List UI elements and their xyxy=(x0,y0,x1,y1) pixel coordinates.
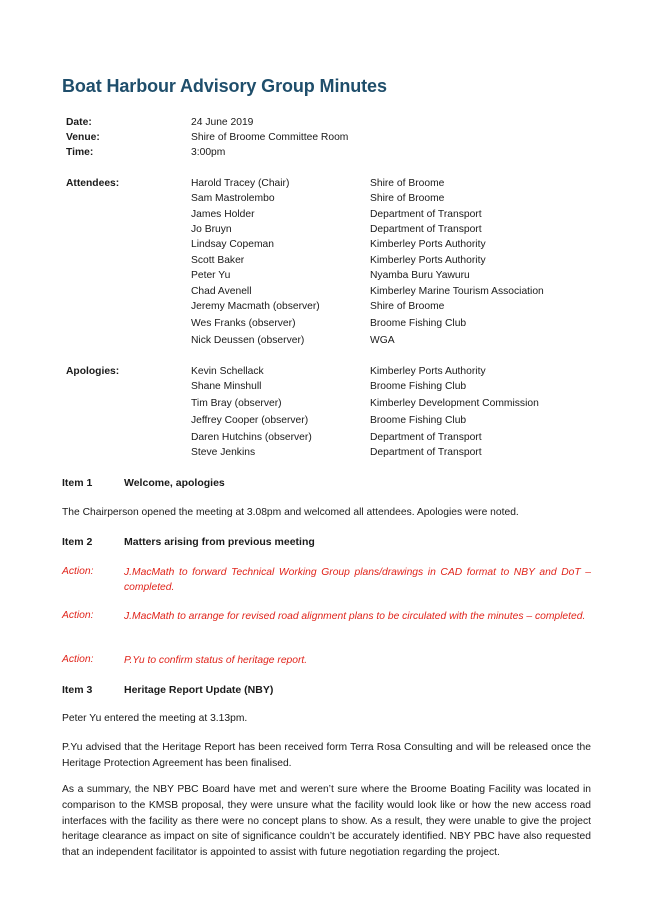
attendee-org: Department of Transport xyxy=(370,224,482,235)
date-label: Date: xyxy=(66,117,92,128)
item-2-number: Item 2 xyxy=(62,536,93,548)
action-text: J.MacMath to forward Technical Working Group plans/drawings in CAD format to NBY and DoT – completed. xyxy=(124,567,591,593)
attendee-org: Kimberley Ports Authority xyxy=(370,239,486,250)
item-1-text: The Chairperson opened the meeting at 3.08pm and welcomed all attendees. Apologies were noted. xyxy=(62,507,519,518)
attendee-org: Kimberley Ports Authority xyxy=(370,255,486,266)
apology-name: Shane Minshull xyxy=(191,381,262,392)
action-text: J.MacMath to arrange for revised road alignment plans to be circulated with the minutes – completed. xyxy=(124,611,586,622)
attendee-name: Sam Mastrolembo xyxy=(191,193,275,204)
venue-label: Venue: xyxy=(66,132,100,143)
item-3-paragraph: P.Yu advised that the Heritage Report has been received form Terra Rosa Consulting and will be released once the Heritage Protection Agreement has been finalised. xyxy=(62,742,591,769)
attendee-org: Broome Fishing Club xyxy=(370,318,467,329)
attendee-name: Scott Baker xyxy=(191,255,245,266)
apologies-label: Apologies: xyxy=(66,366,120,377)
attendee-name: Jo Bruyn xyxy=(191,224,232,235)
action-label: Action: xyxy=(62,610,94,621)
action-text: P.Yu to confirm status of heritage report. xyxy=(124,655,308,666)
attendee-org: Shire of Broome xyxy=(370,193,445,204)
item-3-heading: Heritage Report Update (NBY) xyxy=(124,684,274,696)
document-title: Boat Harbour Advisory Group Minutes xyxy=(62,76,387,96)
attendee-org: Shire of Broome xyxy=(370,301,445,312)
attendee-name: Jeremy Macmath (observer) xyxy=(191,301,320,312)
item-3-number: Item 3 xyxy=(62,684,93,696)
date-value: 24 June 2019 xyxy=(191,117,254,128)
apology-org: Kimberley Ports Authority xyxy=(370,366,486,377)
attendee-name: Peter Yu xyxy=(191,270,231,281)
item-3-paragraph: Peter Yu entered the meeting at 3.13pm. xyxy=(62,713,248,724)
attendee-name: Chad Avenell xyxy=(191,286,252,297)
time-label: Time: xyxy=(66,147,94,158)
attendee-name: Harold Tracey (Chair) xyxy=(191,178,290,189)
attendee-org: Shire of Broome xyxy=(370,178,445,189)
attendee-name: Nick Deussen (observer) xyxy=(191,335,305,346)
apology-org: Broome Fishing Club xyxy=(370,381,467,392)
action-label: Action: xyxy=(62,566,94,577)
time-value: 3:00pm xyxy=(191,147,226,158)
attendee-org: Department of Transport xyxy=(370,209,482,220)
apology-name: Tim Bray (observer) xyxy=(191,398,282,409)
apology-org: Department of Transport xyxy=(370,447,482,458)
item-1-heading: Welcome, apologies xyxy=(124,477,225,489)
attendee-name: James Holder xyxy=(191,209,255,220)
attendee-org: WGA xyxy=(370,335,395,346)
apology-name: Jeffrey Cooper (observer) xyxy=(191,415,309,426)
attendee-name: Wes Franks (observer) xyxy=(191,318,296,329)
apology-org: Kimberley Development Commission xyxy=(370,398,539,409)
item-2-heading: Matters arising from previous meeting xyxy=(124,536,315,548)
item-1-number: Item 1 xyxy=(62,477,93,489)
attendee-org: Kimberley Marine Tourism Association xyxy=(370,286,544,297)
action-label: Action: xyxy=(62,654,94,665)
venue-value: Shire of Broome Committee Room xyxy=(191,132,349,143)
item-3-paragraph: As a summary, the NBY PBC Board have met and weren’t sure where the Broome Boating Facility was located in comparison to the KMSB proposal, they were unsure what the facility would look like or how the new access road interfaces with the facility as there were no concept plans to show. As a result, they were unable to give the project heritage clearance as impact on site of significance couldn’t be accurately identified. NBY PBC have also requested that an independent facilitator is appointed to assist with future negotiation regarding the project. xyxy=(62,784,591,859)
apology-name: Kevin Schellack xyxy=(191,366,264,377)
apology-name: Daren Hutchins (observer) xyxy=(191,432,312,443)
attendee-name: Lindsay Copeman xyxy=(191,239,274,250)
apology-org: Department of Transport xyxy=(370,432,482,443)
apology-name: Steve Jenkins xyxy=(191,447,256,458)
apology-org: Broome Fishing Club xyxy=(370,415,467,426)
attendee-org: Nyamba Buru Yawuru xyxy=(370,270,470,281)
attendees-label: Attendees: xyxy=(66,178,120,189)
